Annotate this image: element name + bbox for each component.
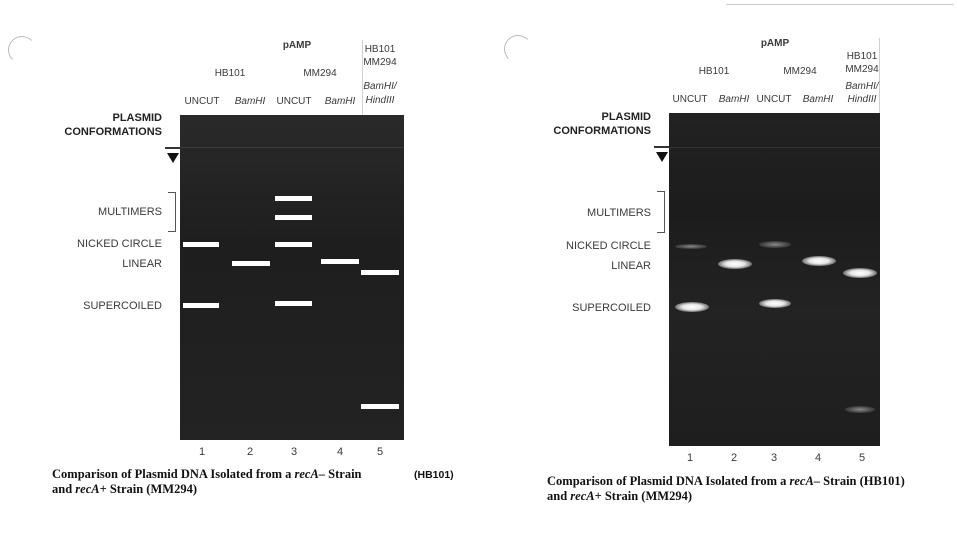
label-linear: LINEAR <box>611 260 651 272</box>
well-arrow-icon <box>656 152 668 162</box>
band-lane1-supercoiled <box>183 303 219 308</box>
lane-label-2: BamHI <box>718 94 750 105</box>
band-lane3-multimer-lower <box>275 215 312 220</box>
band-lane1-nicked <box>675 244 707 249</box>
header-pamp: pAMP <box>282 40 312 51</box>
lane-number-3: 3 <box>770 452 778 464</box>
top-dotted-rule <box>726 4 954 5</box>
lane-label-5b: HindIII <box>847 94 877 105</box>
paper-smudge <box>8 36 36 64</box>
lane-number-2: 2 <box>730 452 738 464</box>
lane-label-4: BamHI <box>324 96 356 107</box>
band-lane4-linear <box>802 256 836 266</box>
left-panel-schematic-gel <box>0 0 478 549</box>
gel-well-line <box>669 147 880 148</box>
band-lane3-supercoiled <box>275 301 312 306</box>
caption-line2: and recA+ Strain (MM294) <box>547 489 692 503</box>
lane-label-5b: HindIII <box>365 95 395 106</box>
band-lane1-nicked <box>183 242 219 247</box>
band-lane2-linear <box>718 259 752 269</box>
paper-smudge <box>504 35 532 63</box>
label-linear: LINEAR <box>122 258 162 270</box>
lane-label-3: UNCUT <box>276 96 312 107</box>
lane-number-1: 1 <box>198 446 206 458</box>
caption-line1: Comparison of Plasmid DNA Isolated from a recA– Strain <box>52 467 362 481</box>
header-divider <box>879 38 880 113</box>
plasmid-title-line1: PLASMID <box>112 112 162 124</box>
band-lane3-nicked <box>759 241 791 248</box>
header-strain-mm294-lane5: MM294 <box>845 64 879 75</box>
header-strain-mm294: MM294 <box>303 68 337 79</box>
label-supercoiled: SUPERCOILED <box>83 300 162 312</box>
lane-label-1: UNCUT <box>672 94 708 105</box>
band-lane5-large-fragment <box>843 268 877 278</box>
band-lane2-linear <box>232 261 270 266</box>
schematic-gel <box>180 115 404 440</box>
lane-label-1: UNCUT <box>184 96 220 107</box>
caption-strain-note: (HB101) <box>414 469 454 481</box>
well-marker-line <box>654 146 670 148</box>
lane-number-3: 3 <box>290 446 298 458</box>
band-lane3-multimer-upper <box>275 196 312 201</box>
lane-label-4: BamHI <box>802 94 834 105</box>
lane-number-5: 5 <box>858 452 866 464</box>
lane-label-2: BamHI <box>234 96 266 107</box>
lane-number-4: 4 <box>336 446 344 458</box>
band-lane3-supercoiled <box>759 299 791 308</box>
multimers-bracket <box>657 191 665 233</box>
band-lane3-nicked <box>275 242 312 247</box>
lane-number-5: 5 <box>376 446 384 458</box>
caption-line2: and recA+ Strain (MM294) <box>52 482 197 496</box>
lane-label-3: UNCUT <box>756 94 792 105</box>
band-lane1-supercoiled <box>675 302 709 312</box>
label-multimers: MULTIMERS <box>587 207 651 219</box>
plasmid-title-line2: CONFORMATIONS <box>553 125 651 137</box>
band-lane5-large-fragment <box>361 270 399 275</box>
header-strain-hb101: HB101 <box>698 66 730 77</box>
photo-gel <box>669 113 880 446</box>
multimers-bracket <box>168 192 176 232</box>
band-lane5-small-fragment <box>845 406 875 413</box>
header-strain-mm294: MM294 <box>783 66 817 77</box>
header-pamp: pAMP <box>760 38 790 49</box>
header-strain-mm294-lane5: MM294 <box>363 57 397 68</box>
label-supercoiled: SUPERCOILED <box>572 302 651 314</box>
header-strain-hb101-lane5: HB101 <box>846 51 878 62</box>
lane-number-2: 2 <box>246 446 254 458</box>
header-strain-hb101-lane5: HB101 <box>364 44 396 55</box>
well-arrow-icon <box>167 153 179 163</box>
lane-number-1: 1 <box>686 452 694 464</box>
label-nicked-circle: NICKED CIRCLE <box>77 238 162 250</box>
gel-well-line <box>180 147 404 148</box>
lane-number-4: 4 <box>814 452 822 464</box>
right-panel-gel-photo <box>478 0 957 549</box>
plasmid-title-line2: CONFORMATIONS <box>64 126 162 138</box>
header-strain-hb101: HB101 <box>214 68 246 79</box>
lane-label-5a: BamHI/ <box>363 81 397 92</box>
header-divider <box>362 40 363 115</box>
label-multimers: MULTIMERS <box>98 206 162 218</box>
caption-line1: Comparison of Plasmid DNA Isolated from a recA– Strain (HB101) <box>547 474 905 488</box>
band-lane5-small-fragment <box>361 404 399 409</box>
plasmid-title-line1: PLASMID <box>601 111 651 123</box>
band-lane4-linear <box>321 259 359 264</box>
label-nicked-circle: NICKED CIRCLE <box>566 240 651 252</box>
well-marker-line <box>165 147 181 149</box>
lane-label-5a: BamHI/ <box>845 81 879 92</box>
